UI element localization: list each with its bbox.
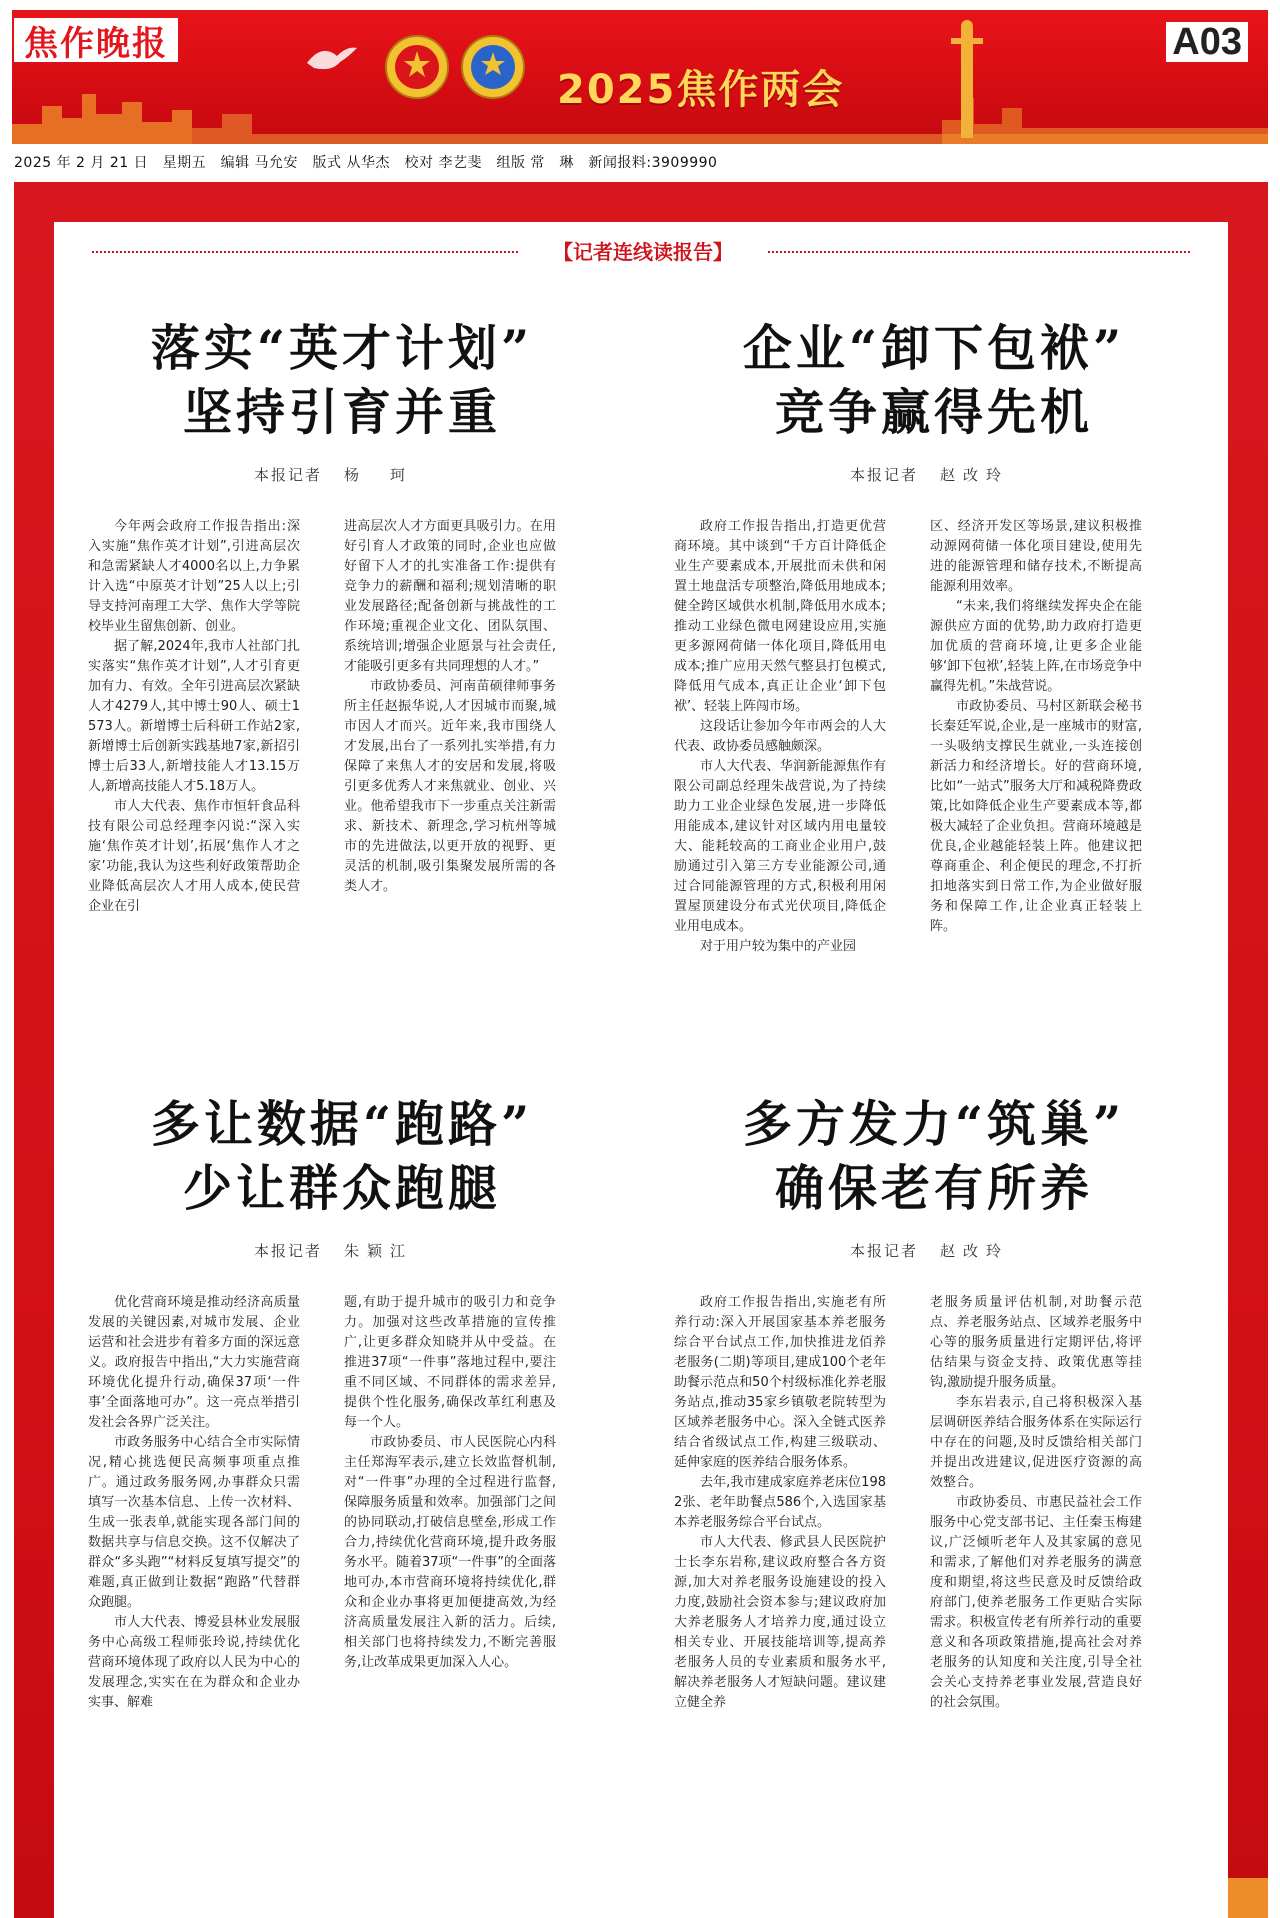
article-1-byline: [254, 464, 413, 485]
article-1-headline-line1: 落实“英才计划”: [150, 319, 534, 377]
article-3-byline: [254, 1240, 413, 1261]
paragraph: 这段话让参加今年市两会的人大代表、政协委员感触颇深。: [674, 719, 886, 754]
article-2-byline: [850, 464, 1009, 485]
content-panel: [54, 222, 1228, 1918]
article-2-column-1: [674, 517, 886, 957]
masthead-title: 2025焦作两会: [557, 67, 845, 113]
article-3-headline-line1: 多让数据“跑路”: [150, 1095, 534, 1153]
paragraph: 优化营商环境是推动经济高质量发展的关键因素,对城市发展、企业运营和社会进步有着多方面的深远意义。政府报告中指出,“大力实施营商环境优化提升行动,确保37项‘一件事’全面落地可办”。这一亮点举措引发社会各界广泛关注。: [88, 1295, 300, 1430]
paragraph: 政府工作报告指出,实施老有所养行动:深入开展国家基本养老服务综合平台试点工作,加快推进龙佰养老服务(二期)等项目,建成100个老年助餐示范点和50个村级标准化养老服务站点,推动35家乡镇敬老院转型为区域养老服务中心。深入全链式医养结合省级试点工作,构建三级联动、延伸家庭的医养结合服务体系。: [674, 1295, 886, 1470]
article-1-byline-name: 杨 珂: [344, 466, 414, 484]
info-bar: 2025 年 2 月 21 日 星期五 编辑 马允安 版式 从华杰 校对 李艺斐 组版 常 琳 新闻报料:3909990: [14, 155, 718, 171]
paragraph: 市人大代表、华润新能源焦作有限公司副总经理朱战营说,为了持续助力工业企业绿色发展,进一步降低用能成本,建议针对区域内用电量较大、能耗较高的工商业企业用户,鼓励通过引入第三方专业能源公司,通过合同能源管理的方式,积极利用闲置屋顶建设分布式光伏项目,降低企业用电成本。: [674, 759, 886, 934]
article-3-headline-line2: 少让群众跑腿: [182, 1159, 501, 1217]
national-emblem-icon: [384, 34, 450, 100]
paragraph: 题,有助于提升城市的吸引力和竞争力。加强对这些改革措施的宣传推广,让更多群众知晓并从中受益。在推进37项“一件事”落地过程中,要注重不同区域、不同群体的需求差异,提供个性化服务,确保改革红利惠及每一个人。: [344, 1295, 556, 1430]
article-1-column-1: [88, 517, 300, 917]
red-frame: [14, 182, 1268, 1918]
paragraph: 市政协委员、市人民医院心内科主任郑海军表示,建立长效监督机制,对“一件事”办理的全过程进行监督,保障服务质量和效率。加强部门之间的协同联动,打破信息壁垒,形成工作合力,持续优化营商环境,提升政务服务水平。随着37项“一件事”的全面落地可办,本市营商环境将持续优化,群众和企业办事将更加便捷高效,为经济高质量发展注入新的活力。后续,相关部门也将持续发力,不断完善服务,让改革成果更加深入人心。: [344, 1435, 557, 1670]
article-2-headline: [684, 316, 1184, 444]
paragraph: 市政务服务中心结合全市实际情况,精心挑选便民高频事项重点推广。通过政务服务网,办事群众只需填写一次基本信息、上传一次材料、生成一张表单,就能实现各部门间的数据共享与信息交换。这不仅解决了群众“多头跑”“材料反复填写提交”的难题,真正做到让数据“跑路”代替群众跑腿。: [88, 1435, 300, 1610]
paragraph: 市人大代表、修武县人民医院护士长李东岩称,建议政府整合各方资源,加大对养老服务设施建设的投入力度,鼓励社会资本参与;建议政府加大养老服务人才培养力度,通过设立相关专业、开展技能培训等,提高养老服务人员的专业素质和服务水平,解决养老服务人才短缺问题。建议建立健全养: [674, 1535, 886, 1710]
paragraph: 政府工作报告指出,打造更优营商环境。其中谈到“千方百计降低企业生产要素成本,开展批而未供和闲置土地盘活专项整治,降低用地成本;健全跨区域供水机制,降低用水成本;推动工业绿色微电网建设应用,实施更多源网荷储一体化项目,降低用电成本;推广应用天然气整县打包模式,降低用气成本,真正让企业‘卸下包袱’、轻装上阵闯市场。: [674, 519, 886, 714]
article-4-byline-prefix: 本报记者: [850, 1242, 919, 1260]
article-3-headline: [92, 1092, 592, 1220]
article-3-column-1: [88, 1293, 300, 1713]
section-label: 【记者连线读报告】: [553, 240, 733, 264]
article-1-byline-prefix: 本报记者: [254, 466, 323, 484]
article-1-column-2: [344, 517, 556, 897]
article-3-column-2: [344, 1293, 556, 1673]
paragraph: 对于用户较为集中的产业园: [700, 939, 857, 954]
paragraph: 市政协委员、市惠民益社会工作服务中心党支部书记、主任秦玉梅建议,广泛倾听老年人及其家属的意见和需求,了解他们对养老服务的满意度和期望,将这些民意及时反馈给政府部门,使养老服务工作更贴合实际需求。积极宣传老有所养行动的重要意义和各项政策措施,提高社会对养老服务的认知度和关注度,引导全社会关心支持养老事业发展,营造良好的社会氛围。: [930, 1495, 1142, 1710]
section-divider-right: [768, 251, 1190, 253]
article-4-column-2: [930, 1293, 1142, 1713]
paragraph: 区、经济开发区等场景,建议积极推动源网荷储一体化项目建设,使用先进的能源管理和储存技术,不断提高能源利用效率。: [930, 519, 1142, 594]
article-1-headline: [92, 316, 592, 444]
article-4-headline-line1: 多方发力“筑巢”: [742, 1095, 1126, 1153]
page-code: A03: [1166, 22, 1248, 62]
article-3-byline-name: 朱颖江: [344, 1242, 414, 1260]
paragraph: 市人大代表、博爱县林业发展服务中心高级工程师张玲说,持续优化营商环境体现了政府以人民为中心的发展理念,实实在在为群众和企业办实事、解难: [88, 1615, 300, 1710]
paragraph: 市政协委员、马村区新联会秘书长秦廷军说,企业,是一座城市的财富,一头吸纳支撑民生就业,一头连接创新活力和经济增长。好的营商环境,比如“一站式”服务大厅和减税降费政策,比如降低企业生产要素成本等,都极大减轻了企业负担。营商环境越是优良,企业越能轻装上阵。他建议把尊商重企、利企便民的理念,不打折扣地落实到日常工作,为企业做好服务和保障工作,让企业真正轻装上阵。: [930, 699, 1142, 934]
paragraph: 进高层次人才方面更具吸引力。在用好引育人才政策的同时,企业也应做好留下人才的扎实准备工作:提供有竞争力的薪酬和福利;规划清晰的职业发展路径;配备创新与挑战性的工作环境;重视企业文化、团队氛围、系统培训;增强企业愿景与社会责任,才能吸引更多有共同理想的人才。”: [344, 519, 556, 674]
logo-text: 焦作晚报: [24, 23, 168, 64]
article-3-byline-prefix: 本报记者: [254, 1242, 323, 1260]
masthead: [12, 10, 1268, 144]
article-4-byline: [850, 1240, 1009, 1261]
dove-icon: [302, 38, 362, 78]
section-divider-left: [92, 251, 518, 253]
article-2-headline-line2: 竞争赢得先机: [774, 383, 1093, 441]
article-2-byline-name: 赵改玲: [940, 466, 1010, 484]
paragraph: 老服务质量评估机制,对助餐示范点、养老服务站点、区域养老服务中心等的服务质量进行定期评估,将评估结果与资金支持、政策优惠等挂钩,激励提升服务质量。: [930, 1295, 1142, 1390]
article-4-byline-name: 赵改玲: [940, 1242, 1010, 1260]
paragraph: 据了解,2024年,我市人社部门扎实落实“焦作英才计划”,人才引育更加有力、有效。全年引进高层次紧缺人才4279人,其中博士90人、硕士1573人。新增博士后科研工作站2家,新增博士后创新实践基地7家,新招引博士后33人,新增技能人才13.15万人,新增高技能人才5.18万人。: [88, 639, 300, 794]
paragraph: 市政协委员、河南苗硕律师事务所主任赵振华说,人才因城市而聚,城市因人才而兴。近年来,我市围绕人才发展,出台了一系列扎实举措,有力保障了来焦人才的安居和发展,将吸引更多优秀人才来焦就业、创业、兴业。他希望我市下一步重点关注新需求、新技术、新理念,学习杭州等城市的先进做法,以更开放的视野、更灵活的机制,吸引集聚发展所需的各类人才。: [344, 679, 556, 894]
paragraph: 去年,我市建成家庭养老床位1982张、老年助餐点586个,入选国家基本养老服务综合平台试点。: [674, 1475, 886, 1530]
paragraph: “未来,我们将继续发挥央企在能源供应方面的优势,助力政府打造更加优质的营商环境,让更多企业能够‘卸下包袱’,轻装上阵,在市场竞争中赢得先机。”朱战营说。: [930, 599, 1142, 694]
paragraph: 李东岩表示,自己将积极深入基层调研医养结合服务体系在实际运行中存在的问题,及时反馈给相关部门并提出改进建议,促进医疗资源的高效整合。: [930, 1395, 1142, 1490]
huabiao-pillar-icon: [947, 18, 987, 138]
paragraph: 市人大代表、焦作市恒轩食品科技有限公司总经理李闪说:“深入实施‘焦作英才计划’,拓展‘焦作人才之家’功能,我认为这些利好政策帮助企业降低高层次人才用人成本,使民营企业在引: [88, 799, 300, 914]
article-1-headline-line2: 坚持引育并重: [182, 383, 501, 441]
article-2-headline-line1: 企业“卸下包袱”: [742, 319, 1126, 377]
article-2-column-2: [930, 517, 1142, 937]
article-4-headline: [684, 1092, 1184, 1220]
article-2-byline-prefix: 本报记者: [850, 466, 919, 484]
paragraph: 今年两会政府工作报告指出:深入实施“焦作英才计划”,引进高层次和急需紧缺人才4000名以上,力争累计入选“中原英才计划”25人以上;引导支持河南理工大学、焦作大学等院校毕业生留焦创新、创业。: [88, 519, 300, 634]
logo: [14, 18, 178, 62]
cppcc-emblem-icon: [460, 34, 526, 100]
article-4-headline-line2: 确保老有所养: [774, 1159, 1093, 1217]
article-4-column-1: [674, 1293, 886, 1713]
